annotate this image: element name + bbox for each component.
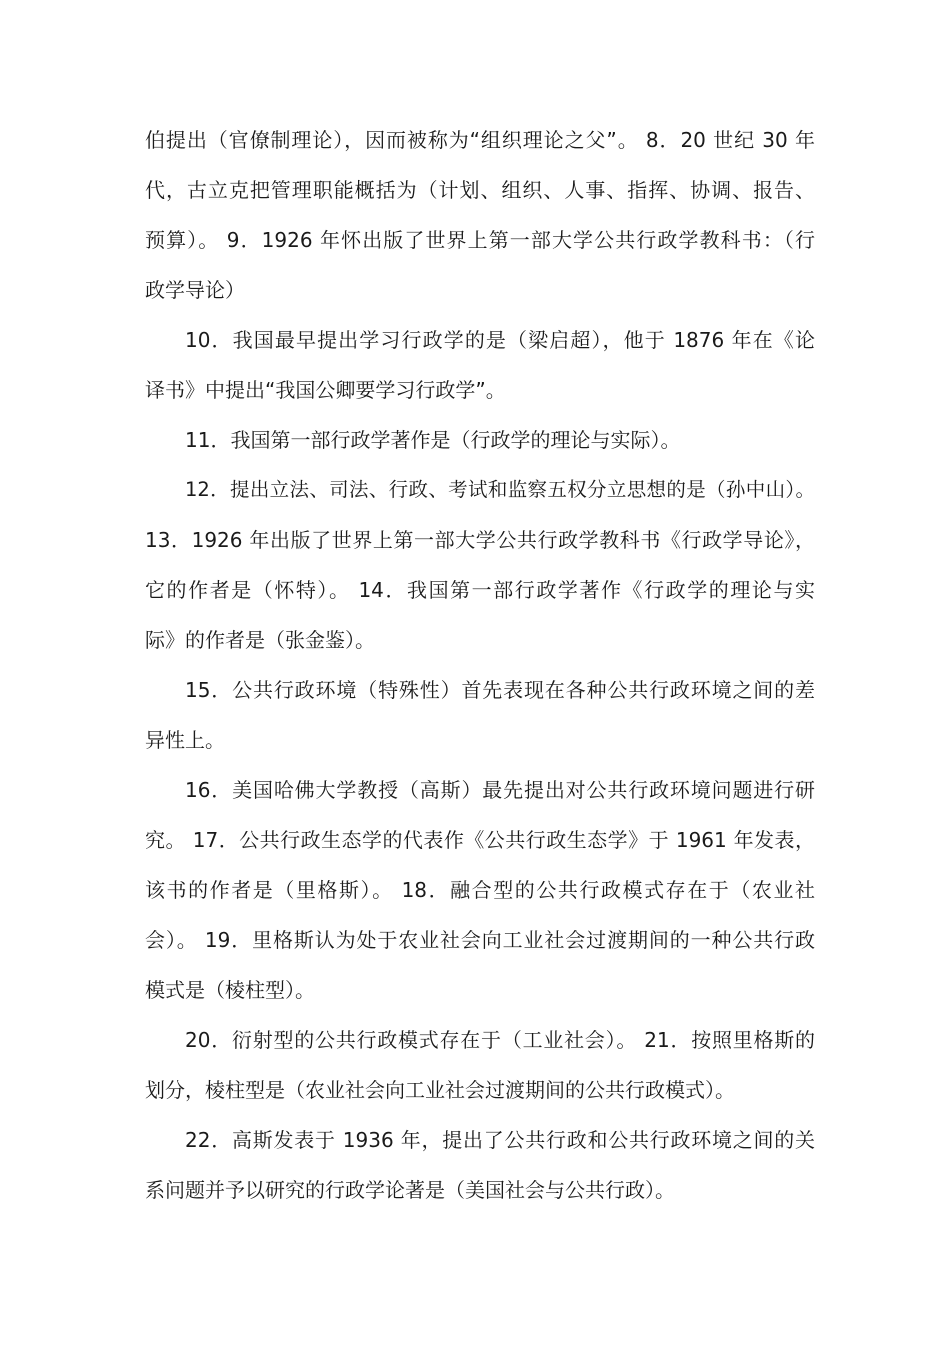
text-line: 划分，棱柱型是（农业社会向工业社会过渡期间的公共行政模式）。 <box>145 1078 735 1102</box>
text-line: 际》的作者是（张金鉴）。 <box>145 628 375 652</box>
text-line: 16．美国哈佛大学教授（高斯）最先提出对公共行政环境问题进行研 <box>185 778 815 802</box>
text-line: 政学导论） <box>145 278 245 302</box>
text-line: 它的作者是（怀特）。 14．我国第一部行政学著作《行政学的理论与实 <box>145 578 815 602</box>
text-line: 系问题并予以研究的行政学论著是（美国社会与公共行政）。 <box>145 1178 675 1202</box>
text-line: 15．公共行政环境（特殊性）首先表现在各种公共行政环境之间的差 <box>185 678 815 702</box>
text-line: 伯提出（官僚制理论），因而被称为“组织理论之父”。 8．20 世纪 30 年 <box>145 128 815 152</box>
text-line: 异性上。 <box>145 728 225 752</box>
text-line: 11．我国第一部行政学著作是（行政学的理论与实际）。 <box>185 428 681 452</box>
text-line: 预算）。 9．1926 年怀出版了世界上第一部大学公共行政学教科书：（行 <box>145 228 815 252</box>
text-line: 模式是（棱柱型）。 <box>145 978 315 1002</box>
text-line: 会）。 19．里格斯认为处于农业社会向工业社会过渡期间的一种公共行政 <box>145 928 815 952</box>
text-line: 20．衍射型的公共行政模式存在于（工业社会）。 21．按照里格斯的 <box>185 1028 815 1052</box>
text-line: 22．高斯发表于 1936 年，提出了公共行政和公共行政环境之间的关 <box>185 1128 815 1152</box>
text-line: 13．1926 年出版了世界上第一部大学公共行政学教科书《行政学导论》， <box>145 528 815 552</box>
text-line: 代，古立克把管理职能概括为（计划、组织、人事、指挥、协调、报告、 <box>145 178 815 202</box>
text-line: 10．我国最早提出学习行政学的是（梁启超），他于 1876 年在《论 <box>185 328 815 352</box>
text-line: 该书的作者是（里格斯）。 18．融合型的公共行政模式存在于（农业社 <box>145 878 815 902</box>
text-line: 究。 17．公共行政生态学的代表作《公共行政生态学》于 1961 年发表， <box>145 828 815 852</box>
text-line: 12．提出立法、司法、行政、考试和监察五权分立思想的是（孙中山）。 <box>185 478 815 501</box>
text-line: 译书》中提出“我国公卿要学习行政学”。 <box>145 378 506 402</box>
